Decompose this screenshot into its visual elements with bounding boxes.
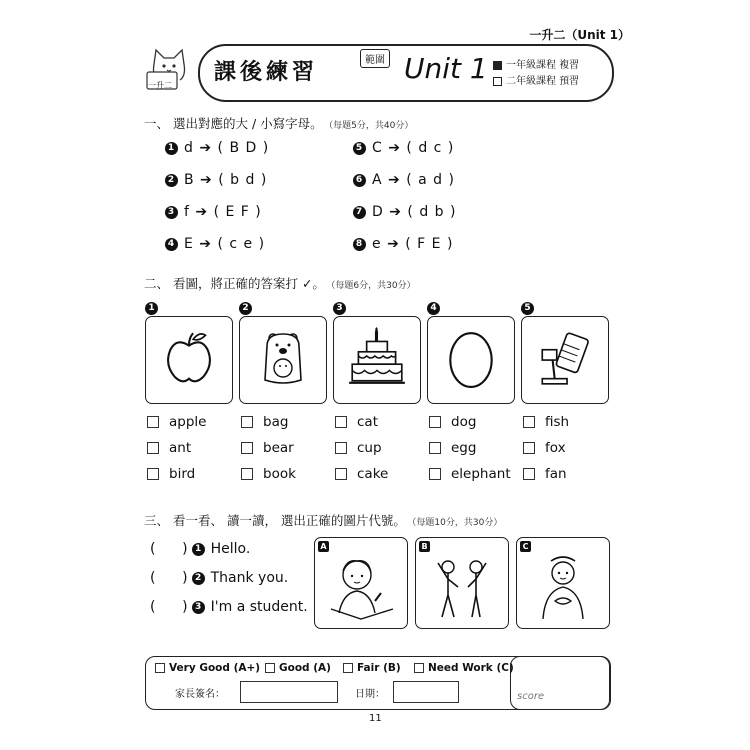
waving-people-icon (422, 552, 502, 628)
checkbox-icon[interactable] (523, 468, 535, 480)
number-badge: 8 (353, 238, 366, 251)
answer-option[interactable] (523, 440, 566, 456)
student-writing-icon (321, 552, 401, 628)
number-badge: 3 (165, 206, 178, 219)
checkbox-icon[interactable] (414, 663, 424, 673)
letter-item (353, 140, 454, 156)
number-badge: 1 (192, 543, 205, 556)
checkbox-icon[interactable] (147, 468, 159, 480)
checkbox-icon[interactable] (335, 416, 347, 428)
letter: f (184, 204, 190, 220)
arrow-right-icon: ➔ (383, 204, 408, 220)
picture-card (333, 316, 421, 404)
option-label: apple (169, 414, 207, 430)
answer-option[interactable] (241, 414, 288, 430)
arrow-right-icon: ➔ (381, 236, 406, 252)
letter-choices[interactable]: ( d c ) (406, 140, 455, 156)
picture-number (427, 298, 446, 317)
letter-item (165, 236, 265, 252)
checkbox-icon[interactable] (241, 416, 253, 428)
letter-item (353, 172, 455, 188)
number-badge: 3 (192, 601, 205, 614)
option-label: ant (169, 440, 192, 456)
arrow-right-icon: ➔ (193, 236, 218, 252)
letter-choices[interactable]: ( E F ) (213, 204, 262, 220)
option-label: bird (169, 466, 196, 482)
arrow-right-icon: ➔ (382, 172, 407, 188)
fan-icon (534, 327, 596, 393)
letter-item (165, 204, 262, 220)
letter: C (372, 140, 383, 156)
number-badge: 3 (333, 302, 346, 315)
number-badge: 2 (239, 302, 252, 315)
answer-option[interactable] (429, 466, 511, 482)
date-label: 日期： (355, 689, 385, 700)
option-label: bag (263, 414, 289, 430)
picture-option (415, 537, 509, 629)
checkbox-icon[interactable] (335, 468, 347, 480)
picture-tag: C (520, 541, 531, 552)
picture-card (427, 316, 515, 404)
parent-sign-field[interactable] (240, 681, 338, 703)
letter-choices[interactable]: ( b d ) (218, 172, 268, 188)
letter-choices[interactable]: ( B D ) (217, 140, 270, 156)
arrow-right-icon: ➔ (193, 140, 218, 156)
answer-option[interactable] (429, 414, 476, 430)
picture-tag: B (419, 541, 430, 552)
letter-choices[interactable]: ( a d ) (406, 172, 455, 188)
answer-option[interactable] (429, 440, 476, 456)
answer-blank[interactable]: ( ) (150, 541, 188, 557)
number-badge: 5 (353, 142, 366, 155)
thankful-girl-icon (523, 552, 603, 628)
letter: e (372, 236, 382, 252)
sentence-text: Hello. (210, 541, 251, 557)
answer-option[interactable] (241, 466, 296, 482)
checkbox-icon[interactable] (241, 442, 253, 454)
option-label: cake (357, 466, 389, 482)
checkbox-icon[interactable] (265, 663, 275, 673)
checkbox-icon[interactable] (155, 663, 165, 673)
sentence-item (150, 599, 308, 615)
letter-item (165, 172, 267, 188)
arrow-right-icon: ➔ (194, 172, 219, 188)
answer-option[interactable] (147, 466, 195, 482)
unchecked-box-icon (493, 77, 502, 86)
sentence-text: Thank you. (210, 570, 289, 586)
option-label: bear (263, 440, 294, 456)
number-badge: 4 (165, 238, 178, 251)
letter: D (372, 204, 384, 220)
answer-option[interactable] (241, 440, 294, 456)
checkbox-icon[interactable] (523, 416, 535, 428)
rating-fair[interactable]: Fair (B) (343, 662, 401, 674)
picture-option (516, 537, 610, 629)
letter: A (372, 172, 383, 188)
checkbox-icon[interactable] (147, 442, 159, 454)
option-label: cat (357, 414, 378, 430)
option-label: fan (545, 466, 567, 482)
rating-very-good[interactable]: Very Good (A+) (155, 662, 260, 674)
option-label: egg (451, 440, 477, 456)
picture-option (314, 537, 408, 629)
arrow-right-icon: ➔ (189, 204, 214, 220)
answer-option[interactable] (147, 440, 191, 456)
egg-icon (440, 327, 502, 393)
bear-icon (253, 327, 313, 393)
answer-option[interactable] (335, 466, 388, 482)
apple-icon (158, 327, 220, 393)
answer-blank[interactable]: ( ) (150, 570, 188, 586)
letter-choices[interactable]: ( d b ) (407, 204, 457, 220)
section1-title: 一、 選出對應的大 / 小寫字母。 （每題5分，共40分） (144, 116, 414, 131)
picture-card (145, 316, 233, 404)
letter: B (184, 172, 195, 188)
number-badge: 2 (192, 572, 205, 585)
picture-number (521, 298, 540, 317)
option-label: fish (545, 414, 570, 430)
picture-tag: A (318, 541, 329, 552)
rating-good[interactable]: Good (A) (265, 662, 331, 674)
answer-blank[interactable]: ( ) (150, 599, 188, 615)
answer-option[interactable] (335, 414, 378, 430)
answer-option[interactable] (523, 466, 567, 482)
option-label: book (263, 466, 296, 482)
parent-sign-label: 家長簽名： (175, 689, 225, 700)
option-label: cup (357, 440, 382, 456)
checkbox-icon[interactable] (429, 442, 441, 454)
page-title: 課後練習 (214, 59, 319, 85)
date-field[interactable] (393, 681, 459, 703)
rating-need-work[interactable]: Need Work (C) (414, 662, 514, 674)
cake-icon (346, 327, 408, 393)
option-review: 一年級課程 複習 (493, 56, 579, 71)
sentence-text: I'm a student. (210, 599, 308, 615)
number-badge: 1 (165, 142, 178, 155)
arrow-right-icon: ➔ (382, 140, 407, 156)
option-label: fox (545, 440, 566, 456)
option-label: dog (451, 414, 477, 430)
checkbox-icon[interactable] (429, 468, 441, 480)
checkbox-icon[interactable] (241, 468, 253, 480)
answer-option[interactable] (335, 440, 382, 456)
checkbox-icon[interactable] (343, 663, 353, 673)
section2-title: 二、 看圖，將正確的答案打 ✓。 （每題6分，共30分） (144, 276, 416, 291)
letter: E (184, 236, 194, 252)
picture-card (239, 316, 327, 404)
option-label: elephant (451, 466, 511, 482)
number-badge: 4 (427, 302, 440, 315)
answer-option[interactable] (523, 414, 569, 430)
checkbox-icon[interactable] (147, 416, 159, 428)
range-badge: 範圍 (360, 49, 390, 68)
picture-number (239, 298, 258, 317)
corner-label: 一升二（Unit 1） (529, 28, 630, 42)
number-badge: 6 (353, 174, 366, 187)
sentence-item (150, 541, 250, 557)
number-badge: 2 (165, 174, 178, 187)
letter-item (353, 236, 453, 252)
checkbox-icon[interactable] (335, 442, 347, 454)
section3-title: 三、 看一看、 讀一讀， 選出正確的圖片代號。 （每題10分，共30分） (144, 513, 503, 528)
letter-item (353, 204, 456, 220)
number-badge: 7 (353, 206, 366, 219)
picture-card (521, 316, 609, 404)
checkbox-icon[interactable] (523, 442, 535, 454)
checkbox-icon[interactable] (429, 416, 441, 428)
checked-box-icon (493, 61, 502, 70)
letter-item (165, 140, 269, 156)
letter-choices[interactable]: ( c e ) (217, 236, 266, 252)
unit-title: Unit 1 (404, 52, 488, 85)
picture-number (333, 298, 352, 317)
answer-option[interactable] (147, 414, 206, 430)
mascot-label: 一升二 (148, 81, 172, 90)
score-label: score (517, 691, 545, 702)
letter: d (184, 140, 194, 156)
picture-number (145, 298, 164, 317)
number-badge: 1 (145, 302, 158, 315)
letter-choices[interactable]: ( F E ) (405, 236, 454, 252)
page-number: 11 (369, 713, 382, 724)
number-badge: 5 (521, 302, 534, 315)
sentence-item (150, 570, 288, 586)
option-preview: 二年級課程 預習 (493, 72, 579, 87)
